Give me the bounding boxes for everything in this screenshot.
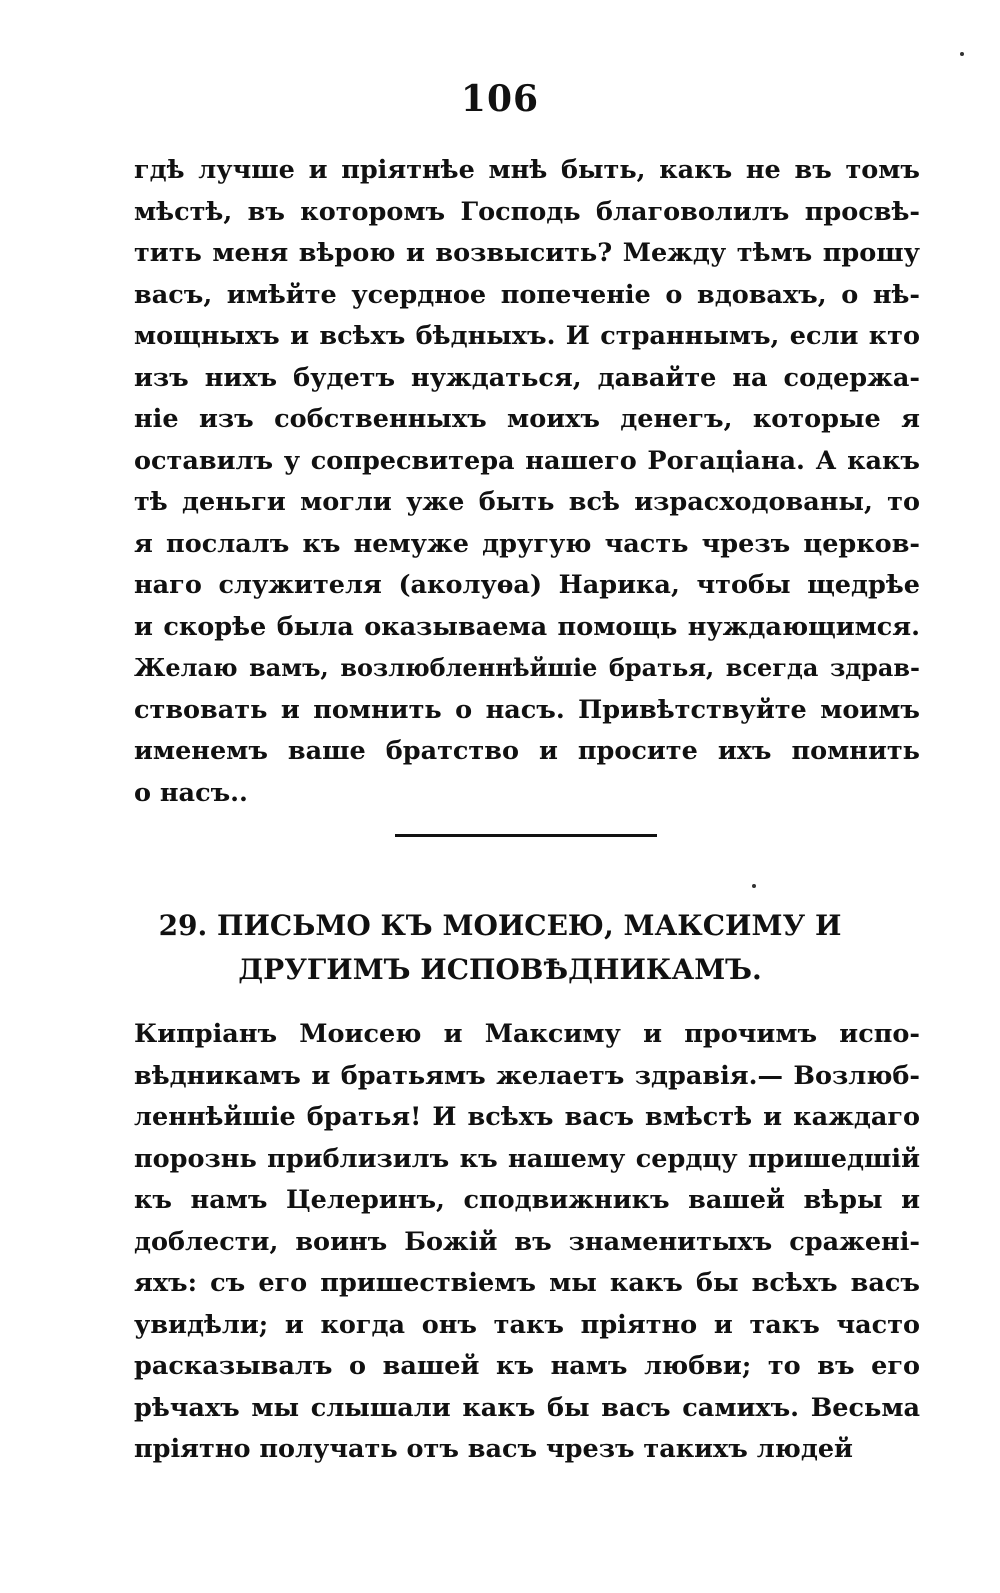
top-paragraph-line: ствовать и помнить о насъ. Привѣтствуйте моимъ bbox=[134, 694, 920, 725]
top-paragraph-line: тѣ деньги могли уже быть всѣ израсходованы, то bbox=[134, 487, 920, 517]
section-divider bbox=[395, 834, 657, 837]
bottom-paragraph-line: рѣчахъ мы слышали какъ бы васъ самихъ. Весьма bbox=[134, 1392, 920, 1423]
top-paragraph-line: о насъ.. bbox=[134, 777, 248, 808]
bottom-paragraph-line: вѣдникамъ и братьямъ желаетъ здравія.— Возлюб- bbox=[134, 1060, 920, 1091]
scan-speck bbox=[960, 52, 964, 56]
top-paragraph-line: ніе изъ собственныхъ моихъ денегъ, которые я bbox=[134, 404, 920, 434]
scan-speck bbox=[752, 884, 756, 888]
bottom-paragraph-line: леннѣйшіе братья! И всѣхъ васъ вмѣстѣ и каждаго bbox=[134, 1102, 920, 1132]
letter-29-paragraph bbox=[134, 1014, 920, 1471]
top-paragraph-line: гдѣ лучше и пріятнѣе мнѣ быть, какъ не въ томъ bbox=[134, 155, 920, 185]
top-paragraph-line: и скорѣе была оказываема помощь нуждающимся. bbox=[134, 611, 920, 642]
top-paragraph-line: оставилъ у сопресвитера нашего Рогаціана. А какъ bbox=[134, 445, 920, 476]
bottom-paragraph-line: расказывалъ о вашей къ намъ любви; то въ его bbox=[134, 1351, 920, 1381]
top-paragraph-line: мощныхъ и всѣхъ бѣдныхъ. И страннымъ, если кто bbox=[134, 321, 920, 351]
top-paragraph-line: тить меня вѣрою и возвысить? Между тѣмъ прошу bbox=[134, 238, 920, 268]
top-paragraph-line: изъ нихъ будетъ нуждаться, давайте на содержа- bbox=[134, 362, 920, 393]
letter-continuation-paragraph bbox=[134, 150, 920, 814]
page-number: 106 bbox=[460, 78, 540, 120]
bottom-paragraph-line: пріятно получать отъ васъ чрезъ такихъ людей bbox=[134, 1434, 853, 1464]
bottom-paragraph-line: яхъ: съ его пришествіемъ мы какъ бы всѣхъ васъ bbox=[134, 1268, 920, 1298]
bottom-paragraph-line: увидѣли; и когда онъ такъ пріятно и такъ часто bbox=[134, 1309, 920, 1340]
section-heading-line-2: ДРУГИМЪ ИСПОВѢДНИКАМЪ. bbox=[238, 953, 762, 986]
top-paragraph-line: я послалъ къ немуже другую часть чрезъ церков- bbox=[134, 528, 920, 559]
section-heading-line-1: 29. ПИСЬМО КЪ МОИСЕЮ, МАКСИМУ И bbox=[158, 909, 842, 942]
bottom-paragraph-line: къ намъ Целеринъ, сподвижникъ вашей вѣры и bbox=[134, 1185, 920, 1215]
top-paragraph-line: мѣстѣ, въ которомъ Господь благоволилъ просвѣ- bbox=[134, 196, 920, 227]
top-paragraph-line: Желаю вамъ, возлюбленнѣйшіе братья, всегда здрав- bbox=[134, 654, 920, 682]
top-paragraph-line: именемъ ваше братство и просите ихъ помнить bbox=[134, 736, 920, 766]
bottom-paragraph-line: порознь приблизилъ къ нашему сердцу пришедшій bbox=[134, 1143, 920, 1174]
bottom-paragraph-line: Кипріанъ Моисею и Максиму и прочимъ испо- bbox=[134, 1019, 920, 1049]
bottom-paragraph-line: доблести, воинъ Божій въ знаменитыхъ сраженi- bbox=[134, 1226, 920, 1257]
top-paragraph-line: васъ, имѣйте усердное попеченіе о вдовахъ, о нѣ- bbox=[134, 279, 920, 310]
top-paragraph-line: наго служителя (аколуѳа) Нарика, чтобы щедрѣе bbox=[134, 570, 920, 600]
